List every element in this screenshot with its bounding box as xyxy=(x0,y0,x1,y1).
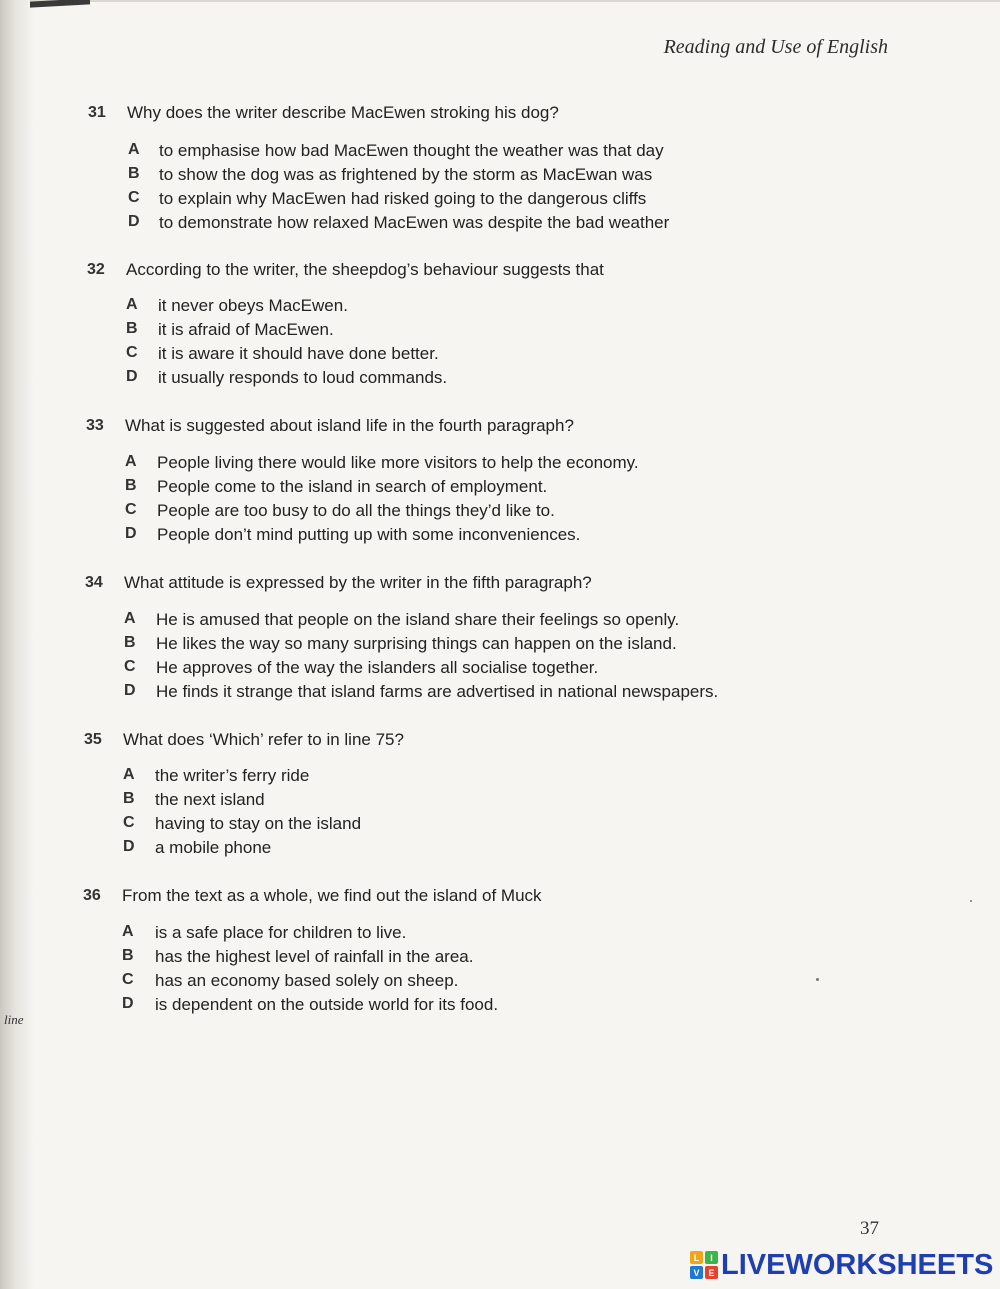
option-text: People are too busy to do all the things they’d like to. xyxy=(157,501,555,520)
option-text: having to stay on the island xyxy=(155,814,362,833)
logo-cell: V xyxy=(690,1266,703,1279)
scan-speck xyxy=(816,978,819,981)
option-text: He is amused that people on the island share their feelings so openly. xyxy=(156,610,680,629)
option-letter: C xyxy=(123,814,135,831)
option-text: People don’t mind putting up with some inconveniences. xyxy=(157,525,581,544)
option-text: People living there would like more visitors to help the economy. xyxy=(157,453,639,472)
option-letter: D xyxy=(124,682,136,699)
option-letter: D xyxy=(128,213,140,230)
option-text: He approves of the way the islanders all socialise together. xyxy=(156,658,599,677)
option-text: has the highest level of rainfall in the area. xyxy=(155,947,474,966)
question-number: 34 xyxy=(85,574,103,591)
logo-cell: E xyxy=(705,1266,718,1279)
question-text: What is suggested about island life in the fourth paragraph? xyxy=(125,416,574,435)
option-letter: D xyxy=(126,368,138,385)
option-text: it usually responds to loud commands. xyxy=(158,368,448,387)
option-letter: B xyxy=(124,634,136,651)
option-text: has an economy based solely on sheep. xyxy=(155,971,459,990)
option-letter: A xyxy=(123,766,135,783)
option-text: it is aware it should have done better. xyxy=(158,344,439,363)
option-letter: D xyxy=(125,525,137,542)
option-letter: C xyxy=(122,971,134,988)
option-text: He finds it strange that island farms are advertised in national newspapers. xyxy=(156,682,719,701)
option-text: is a safe place for children to live. xyxy=(155,923,407,942)
option-letter: C xyxy=(126,344,138,361)
option-letter: A xyxy=(122,923,134,940)
option-text: He likes the way so many surprising things can happen on the island. xyxy=(156,634,677,653)
option-letter: C xyxy=(128,189,140,206)
question-number: 35 xyxy=(84,731,102,748)
option-text: a mobile phone xyxy=(155,838,272,857)
question-number: 33 xyxy=(86,417,104,434)
option-letter: D xyxy=(122,995,134,1012)
question-text: What does ‘Which’ refer to in line 75? xyxy=(123,730,404,749)
option-letter: B xyxy=(122,947,134,964)
logo-grid-icon xyxy=(690,1251,718,1279)
question-number: 36 xyxy=(83,887,101,904)
option-text: is dependent on the outside world for its food. xyxy=(155,995,499,1014)
scan-top-mark xyxy=(30,0,90,8)
logo-cell: L xyxy=(690,1251,703,1264)
logo-wordmark: LIVEWORKSHEETS xyxy=(721,1248,994,1281)
option-letter: B xyxy=(126,320,138,337)
option-letter: B xyxy=(125,477,137,494)
scan-left-shadow xyxy=(0,0,34,1289)
running-head: Reading and Use of English xyxy=(663,36,888,58)
option-text: to emphasise how bad MacEwen thought the weather was that day xyxy=(159,141,664,160)
option-text: the writer’s ferry ride xyxy=(155,766,310,785)
question-text: From the text as a whole, we find out the island of Muck xyxy=(122,886,542,905)
option-letter: B xyxy=(123,790,135,807)
option-letter: A xyxy=(128,141,140,158)
option-letter: A xyxy=(126,296,138,313)
question-text: Why does the writer describe MacEwen stroking his dog? xyxy=(127,103,559,122)
option-text: the next island xyxy=(155,790,265,809)
option-letter: B xyxy=(128,165,140,182)
liveworksheets-logo[interactable] xyxy=(690,1248,993,1282)
option-text: to explain why MacEwen had risked going to the dangerous cliffs xyxy=(159,189,647,208)
option-text: it never obeys MacEwen. xyxy=(158,296,348,315)
option-letter: D xyxy=(123,838,135,855)
question-text: What attitude is expressed by the writer in the fifth paragraph? xyxy=(124,573,592,592)
scan-speck xyxy=(970,900,972,902)
page-number: 37 xyxy=(860,1218,879,1239)
option-text: to show the dog was as frightened by the storm as MacEwan was xyxy=(159,165,653,184)
top-edge-rule xyxy=(30,0,1000,2)
question-number: 31 xyxy=(88,104,106,121)
option-letter: A xyxy=(124,610,136,627)
logo-cell: I xyxy=(705,1251,718,1264)
option-letter: C xyxy=(125,501,137,518)
question-number: 32 xyxy=(87,261,105,278)
question-text: According to the writer, the sheepdog’s behaviour suggests that xyxy=(126,260,604,279)
option-text: to demonstrate how relaxed MacEwen was despite the bad weather xyxy=(159,213,670,232)
margin-note: line xyxy=(4,1012,24,1027)
option-text: it is afraid of MacEwen. xyxy=(158,320,334,339)
option-text: People come to the island in search of employment. xyxy=(157,477,548,496)
option-letter: C xyxy=(124,658,136,675)
option-letter: A xyxy=(125,453,137,470)
